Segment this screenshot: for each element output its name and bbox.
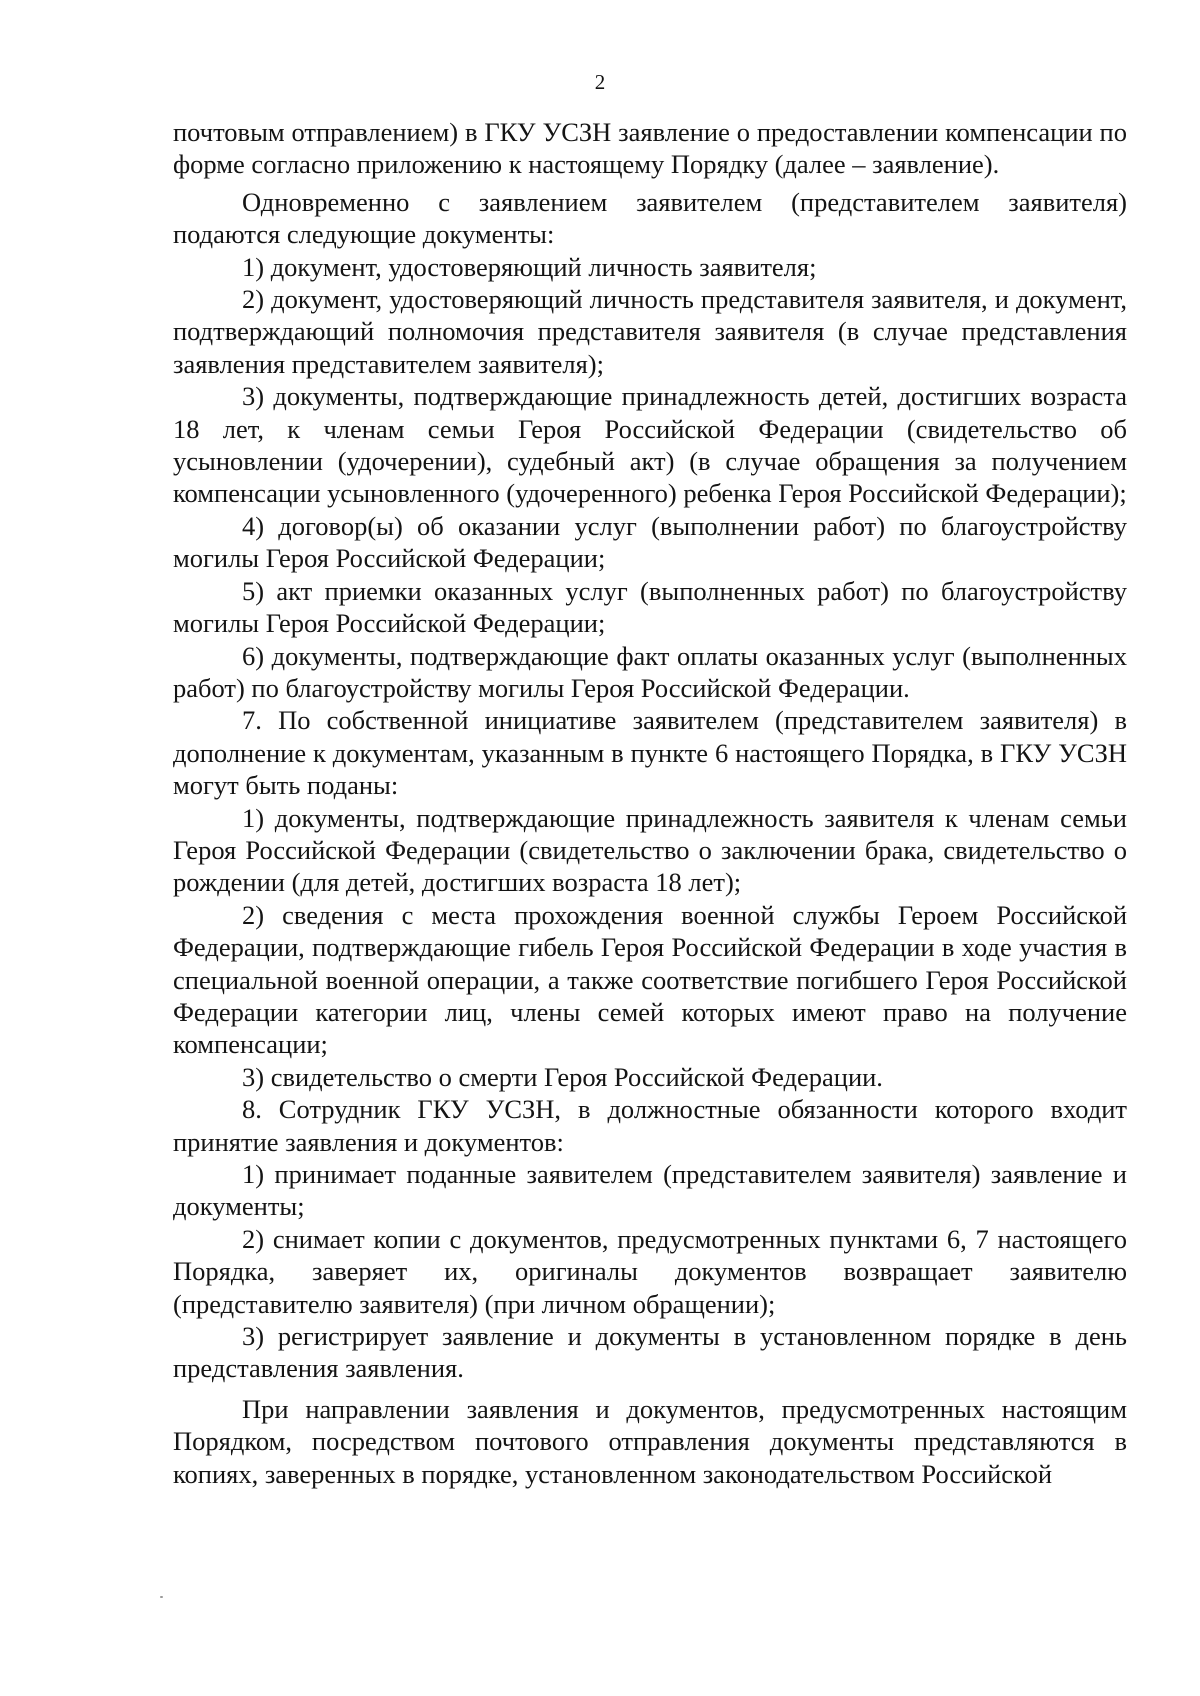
paragraph-clause-7: 7. По собственной инициативе заявителем (представителем заявителя) в дополнение к документам, указанным в пункте 6 настоящего Порядка, в ГКУ УСЗН могут быть поданы: [173,705,1127,801]
list-item-document-5: 5) акт приемки оказанных услуг (выполненных работ) по благоустройству могилы Героя Российской Федерации; [173,575,1127,639]
list-item-document-6: 6) документы, подтверждающие факт оплаты оказанных услуг (выполненных работ) по благоустройству могилы Героя Российской Федерации. [173,640,1127,703]
list-item-duty-1: 1) принимает поданные заявителем (представителем заявителя) заявление и документы; [173,1159,1127,1222]
list-item-document-2: 2) документ, удостоверяющий личность представителя заявителя, и документ, подтверждающий полномочия представителя заявителя (в случае представления заявления представителем заявителя); [173,284,1127,379]
list-item-duty-3: 3) регистрирует заявление и документы в установленном порядке в день представления заявления. [173,1321,1127,1384]
list-item-document-3: 3) документы, подтверждающие принадлежность детей, достигших возраста 18 лет, к членам семьи Героя Российской Федерации (свидетельство об усыновлении (удочерении), судебный акт) (в случае обращения за получением компенсации усыновленного (удочеренного) ребенка Героя Российской Федерации); [173,381,1127,509]
paragraph-postal-submission: При направлении заявления и документов, предусмотренных настоящим Порядком, посредством почтового отправления документы представляются в копиях, заверенных в порядке, установленном законодательством Российской [173,1393,1127,1489]
page-number: 2 [594,70,606,94]
document-body [173,116,1127,1490]
list-item-optional-2: 2) сведения с места прохождения военной службы Героем Российской Федерации, подтверждающие гибель Героя Российской Федерации в ходе участия в специальной военной операции, а также соответствие погибшего Героя Российской Федерации категории лиц, члены семей которых имеют право на получение компенсации; [173,899,1127,1060]
list-item-optional-3: 3) свидетельство о смерти Героя Российской Федерации. [242,1061,883,1092]
scan-artifact [160,1596,163,1598]
paragraph-clause-8: 8. Сотрудник ГКУ УСЗН, в должностные обязанности которого входит принятие заявления и документов: [173,1094,1127,1157]
list-item-duty-2: 2) снимает копии с документов, предусмотренных пунктами 6, 7 настоящего Порядка, заверяет их, оригиналы документов возвращает заявителю (представителю заявителя) (при личном обращении); [173,1223,1127,1319]
list-item-document-1: 1) документ, удостоверяющий личность заявителя; [242,251,817,282]
list-item-document-4: 4) договор(ы) об оказании услуг (выполнении работ) по благоустройству могилы Героя Российской Федерации; [173,510,1127,574]
paragraph-documents-intro: Одновременно с заявлением заявителем (представителем заявителя) подаются следующие документы: [173,186,1127,250]
list-item-optional-1: 1) документы, подтверждающие принадлежность заявителя к членам семьи Героя Российской Федерации (свидетельство о заключении брака, свидетельство о рождении (для детей, достигших возраста 18 лет); [173,802,1127,898]
paragraph-continuation: почтовым отправлением) в ГКУ УСЗН заявление о предоставлении компенсации по форме согласно приложению к настоящему Порядку (далее – заявление). [173,117,1127,180]
